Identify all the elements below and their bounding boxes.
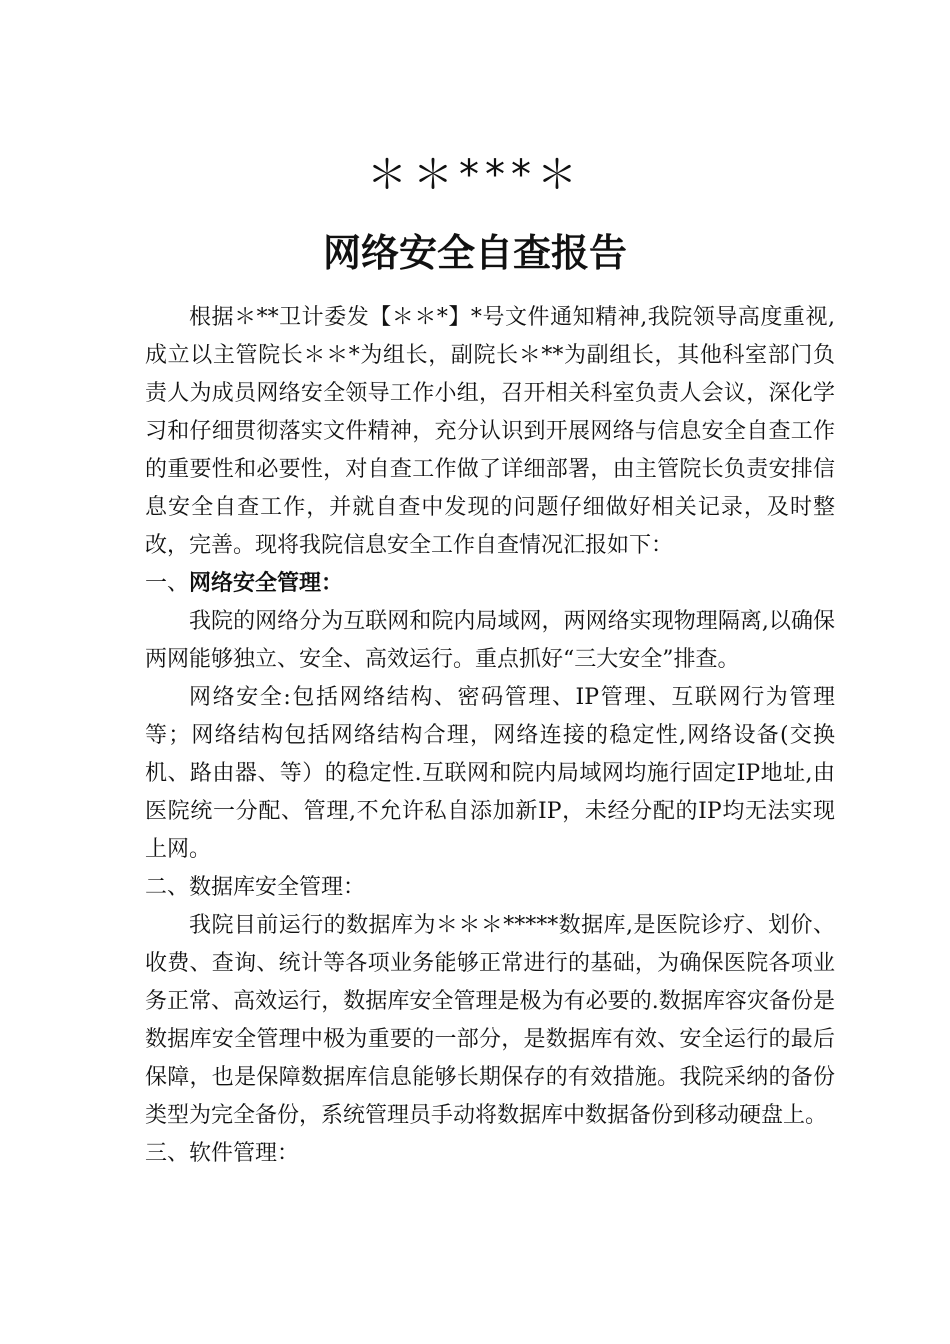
- section-1-number: 一、: [145, 571, 190, 596]
- section-1-heading: [145, 565, 835, 603]
- organization-name: ＊＊***＊: [367, 152, 583, 198]
- section-1-paragraph-1: 我院的网络分为互联网和院内局域网，两网络实现物理隔离,以确保两网能够独立、安全、高效运行。重点抓好“三大安全”排查。: [145, 609, 835, 672]
- section-3-heading: 三、软件管理：: [145, 1141, 300, 1166]
- section-2-paragraph-1: 我院目前运行的数据库为＊＊＊*****数据库,是医院诊疗、划价、收费、查询、统计等各项业务能够正常进行的基础，为确保医院各项业务正常、高效运行，数据库安全管理是极为有必要的.数据库容灾备份是数据库安全管理中极为重要的一部分，是数据库有效、安全运行的最后保障，也是保障数据库信息能够长期保存的有效措施。我院采纳的备份类型为完全备份，系统管理员手动将数据库中数据备份到移动硬盘上。: [145, 913, 835, 1128]
- document-body: [145, 299, 835, 1173]
- section-1-title: 网络安全管理：: [189, 571, 344, 596]
- section-1-paragraph-2: 网络安全:包括网络结构、密码管理、IP管理、互联网行为管理等；网络结构包括网络结构合理，网络连接的稳定性,网络设备(交换机、路由器、等）的稳定性.互联网和院内局域网均施行固定IP地址,由医院统一分配、管理,不允许私自添加新IP，未经分配的IP均无法实现上网。: [145, 685, 835, 862]
- intro-paragraph: 根据＊**卫计委发【＊＊*】*号文件通知精神,我院领导高度重视,成立以主管院长＊＊*为组长，副院长＊**为副组长，其他科室部门负责人为成员网络安全领导工作小组，召开相关科室负责人会议，深化学习和仔细贯彻落实文件精神，充分认识到开展网络与信息安全自查工作的重要性和必要性，对自查工作做了详细部署，由主管院长负责安排信息安全自查工作，并就自查中发现的问题仔细做好相关记录，及时整改，完善。现将我院信息安全工作自查情况汇报如下：: [145, 305, 835, 558]
- document-title: 网络安全自查报告: [322, 231, 627, 275]
- section-2-heading: 二、数据库安全管理：: [145, 875, 366, 900]
